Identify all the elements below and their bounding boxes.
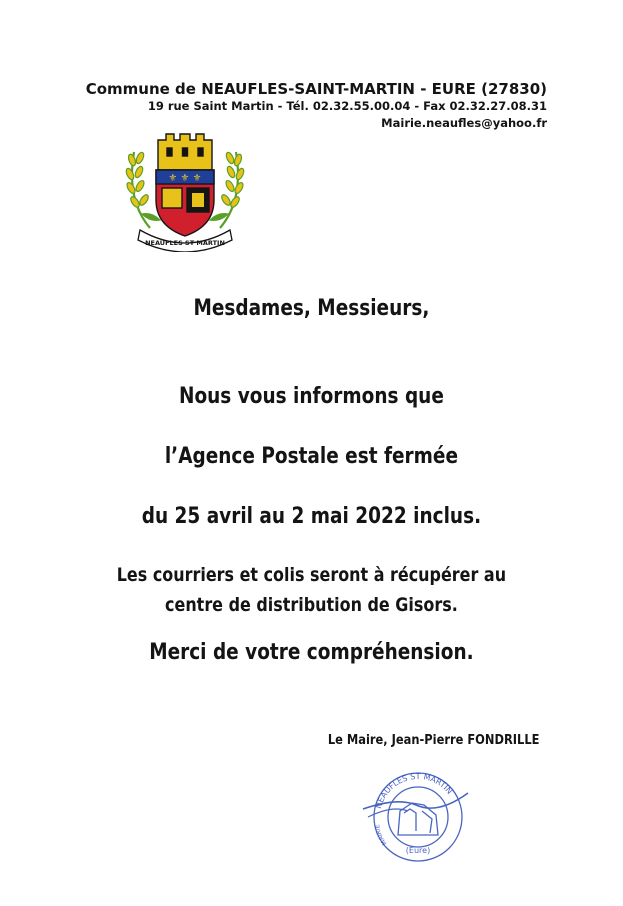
commune-title: Commune de NEAUFLES-SAINT-MARTIN - EURE (27830) xyxy=(85,80,547,98)
wheat-right-icon xyxy=(210,151,245,228)
commune-address: 19 rue Saint Martin - Tél. 02.32.55.00.04 - Fax 02.32.27.08.31 xyxy=(147,99,547,113)
message-line-2: l’Agence Postale est fermée xyxy=(164,444,458,469)
closing-thanks: Merci de votre compréhension. xyxy=(149,640,474,665)
message-line-1: Nous vous informons que xyxy=(178,384,444,409)
stamp-bottom-text: (Eure) xyxy=(405,846,431,855)
commune-email: Mairie.neaufles@yahoo.fr xyxy=(381,116,547,130)
letterhead xyxy=(86,80,547,132)
signature-line: Le Maire, Jean-Pierre FONDRILLE xyxy=(327,733,539,748)
mairie-stamp xyxy=(358,765,476,865)
svg-text:⚜ ⚜ ⚜: ⚜ ⚜ ⚜ xyxy=(168,173,202,184)
message-line-4 xyxy=(50,560,573,620)
message-line-4b: centre de distribution de Gisors. xyxy=(165,594,458,616)
stamp-top-text: NEAUFLES ST MARTIN xyxy=(374,771,455,810)
mural-crown-icon xyxy=(158,134,212,170)
wheat-left-icon xyxy=(125,151,160,228)
commune-crest-logo xyxy=(120,130,250,252)
shield-icon xyxy=(156,170,214,236)
message-line-3: du 25 avril au 2 mai 2022 inclus. xyxy=(141,504,482,529)
stamp-left-text: MAIRIE xyxy=(374,823,389,847)
greeting: Mesdames, Messieurs, xyxy=(193,296,430,321)
crest-banner-text: NEAUFLES ST MARTIN xyxy=(145,239,225,247)
message-line-4a: Les courriers et colis seront à récupérer au xyxy=(116,564,507,586)
